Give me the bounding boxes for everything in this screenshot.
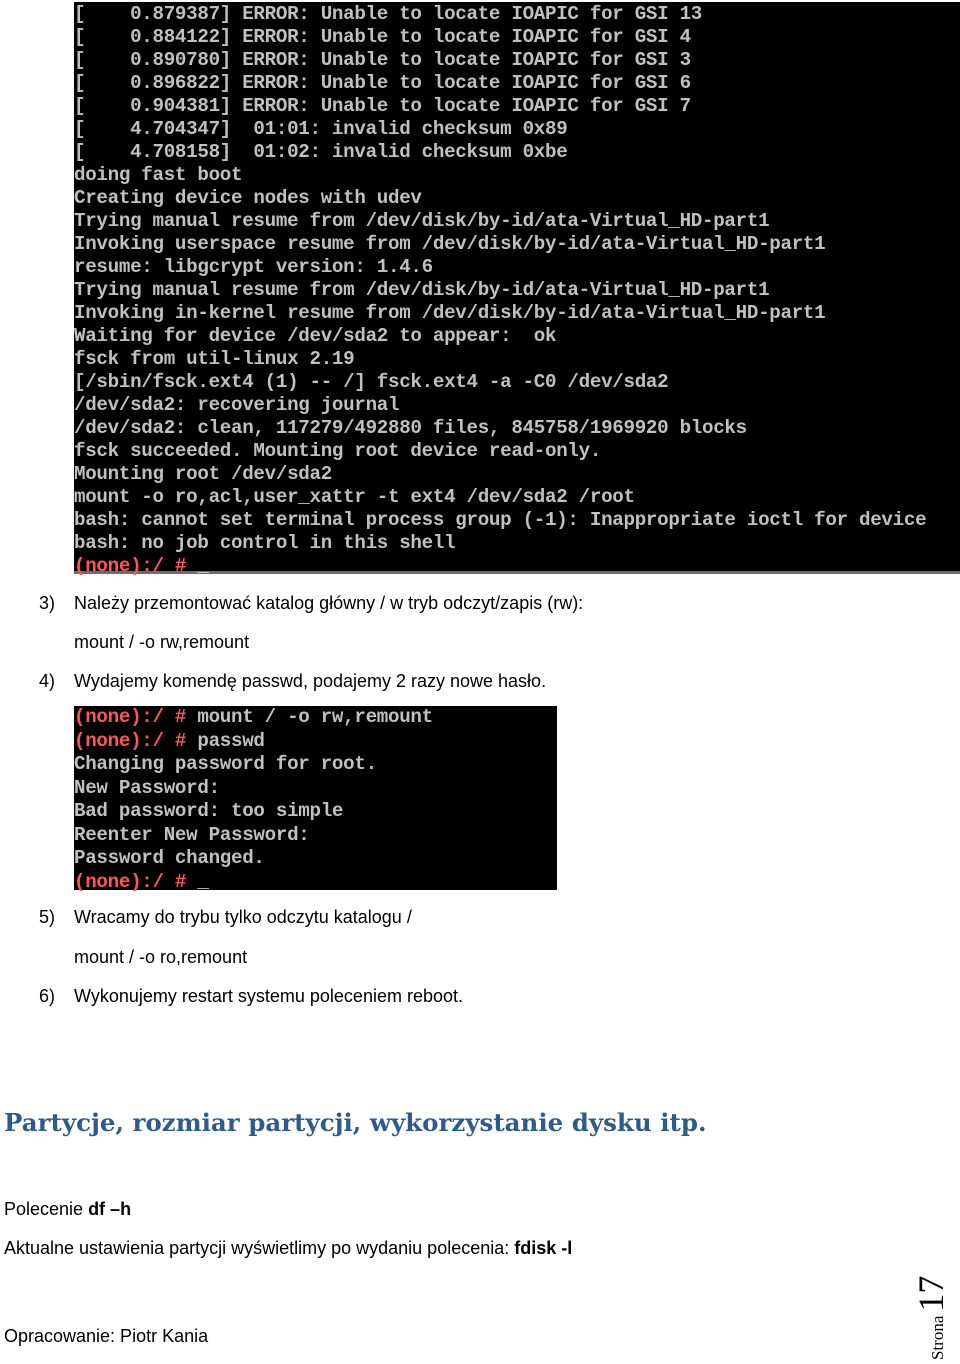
console-line: Password changed. <box>74 847 265 869</box>
console-cmd-line <box>74 730 557 754</box>
console-lines <box>74 3 960 555</box>
console-line: [ 0.896822] ERROR: Unable to locate IOAPIC for GSI 6 <box>74 72 691 94</box>
console-line: bash: cannot set terminal process group (-1): Inappropriate ioctl for device <box>74 509 927 531</box>
console-line: Bad password: too simple <box>74 800 344 822</box>
console-command: passwd <box>197 729 265 752</box>
step-3-number: 3) <box>39 593 56 613</box>
console-line: [ 4.704347] 01:01: invalid checksum 0x89 <box>74 118 568 140</box>
console-line: fsck succeeded. Mounting root device read-only. <box>74 440 602 462</box>
console-cursor: _ <box>197 870 209 893</box>
boot-console-screenshot <box>74 2 960 577</box>
console-prompt-line <box>74 555 960 578</box>
step-4-number: 4) <box>39 671 56 691</box>
console-line: [ 0.890780] ERROR: Unable to locate IOAPIC for GSI 3 <box>74 49 691 71</box>
console-line: Reenter New Password: <box>74 823 310 846</box>
paragraph-fdisk <box>4 1237 572 1259</box>
console-prompt: (none):/ # <box>74 706 198 728</box>
console-prompt: (none):/ # <box>74 729 198 752</box>
page-word: Strona <box>928 1315 947 1360</box>
step-6-text: Wykonujemy restart systemu poleceniem reboot. <box>74 986 463 1006</box>
passwd-console-screenshot <box>74 706 557 893</box>
step-5-text: Wracamy do trybu tylko odczytu katalogu / <box>74 907 412 927</box>
page-number-vertical <box>910 1276 952 1360</box>
console-line: Trying manual resume from /dev/disk/by-id/ata-Virtual_HD-part1 <box>74 279 770 301</box>
console-line: mount -o ro,acl,user_xattr -t ext4 /dev/sda2 /root <box>74 486 635 508</box>
console-line: fsck from util-linux 2.19 <box>74 348 355 370</box>
paragraph-df-text: Polecenie <box>4 1199 89 1219</box>
console-line: Trying manual resume from /dev/disk/by-id/ata-Virtual_HD-part1 <box>74 210 770 232</box>
console-line: Creating device nodes with udev <box>74 187 422 209</box>
step-3-command: mount / -o rw,remount <box>74 632 250 652</box>
step-5-command: mount / -o ro,remount <box>74 947 248 967</box>
step-5-number: 5) <box>39 907 56 927</box>
df-command: df –h <box>88 1199 132 1219</box>
console-line: doing fast boot <box>74 164 243 186</box>
console-line: [/sbin/fsck.ext4 (1) -- /] fsck.ext4 -a -C0 /dev/sda2 <box>74 371 669 393</box>
console-line: Waiting for device /dev/sda2 to appear: ok <box>74 325 557 347</box>
console-line: [ 4.708158] 01:02: invalid checksum 0xbe <box>74 141 568 163</box>
console-line: bash: no job control in this shell <box>74 532 456 554</box>
page-number-block <box>911 1240 954 1360</box>
console-line: [ 0.904381] ERROR: Unable to locate IOAPIC for GSI 7 <box>74 95 691 117</box>
console-cursor: _ <box>197 555 209 577</box>
console-line: Mounting root /dev/sda2 <box>74 463 332 485</box>
console-line: Changing password for root. <box>74 753 377 775</box>
footer-author: Opracowanie: Piotr Kania <box>4 1326 209 1346</box>
console-prompt: (none):/ # <box>74 555 198 577</box>
paragraph-df <box>4 1198 131 1220</box>
console-line: Invoking in-kernel resume from /dev/disk/by-id/ata-Virtual_HD-part1 <box>74 302 826 324</box>
console-line: resume: libgcrypt version: 1.4.6 <box>74 256 433 278</box>
console-line: /dev/sda2: clean, 117279/492880 files, 845758/1969920 blocks <box>74 417 747 439</box>
console-line: [ 0.884122] ERROR: Unable to locate IOAPIC for GSI 4 <box>74 26 691 48</box>
step-4-text: Wydajemy komendę passwd, podajemy 2 razy nowe hasło. <box>74 671 547 691</box>
console-line: /dev/sda2: recovering journal <box>74 394 400 416</box>
page-number: 17 <box>911 1275 951 1312</box>
section-heading: Partycje, rozmiar partycji, wykorzystanie dysku itp. <box>4 1108 707 1137</box>
console-line: Invoking userspace resume from /dev/disk/by-id/ata-Virtual_HD-part1 <box>74 233 826 255</box>
console-line: New Password: <box>74 776 220 799</box>
console-line: [ 0.879387] ERROR: Unable to locate IOAPIC for GSI 13 <box>74 3 703 25</box>
console-command: mount / -o rw,remount <box>197 706 433 728</box>
step-3-text: Należy przemontować katalog główny / w tryb odczyt/zapis (rw): <box>74 593 584 613</box>
fdisk-command: fdisk -l <box>514 1238 573 1258</box>
paragraph-fdisk-text: Aktualne ustawienia partycji wyświetlimy po wydaniu polecenia: <box>4 1238 515 1258</box>
step-6-number: 6) <box>39 986 56 1006</box>
console-prompt: (none):/ # <box>74 870 198 893</box>
console-cmd-line <box>74 706 557 730</box>
console-prompt-line <box>74 871 557 895</box>
